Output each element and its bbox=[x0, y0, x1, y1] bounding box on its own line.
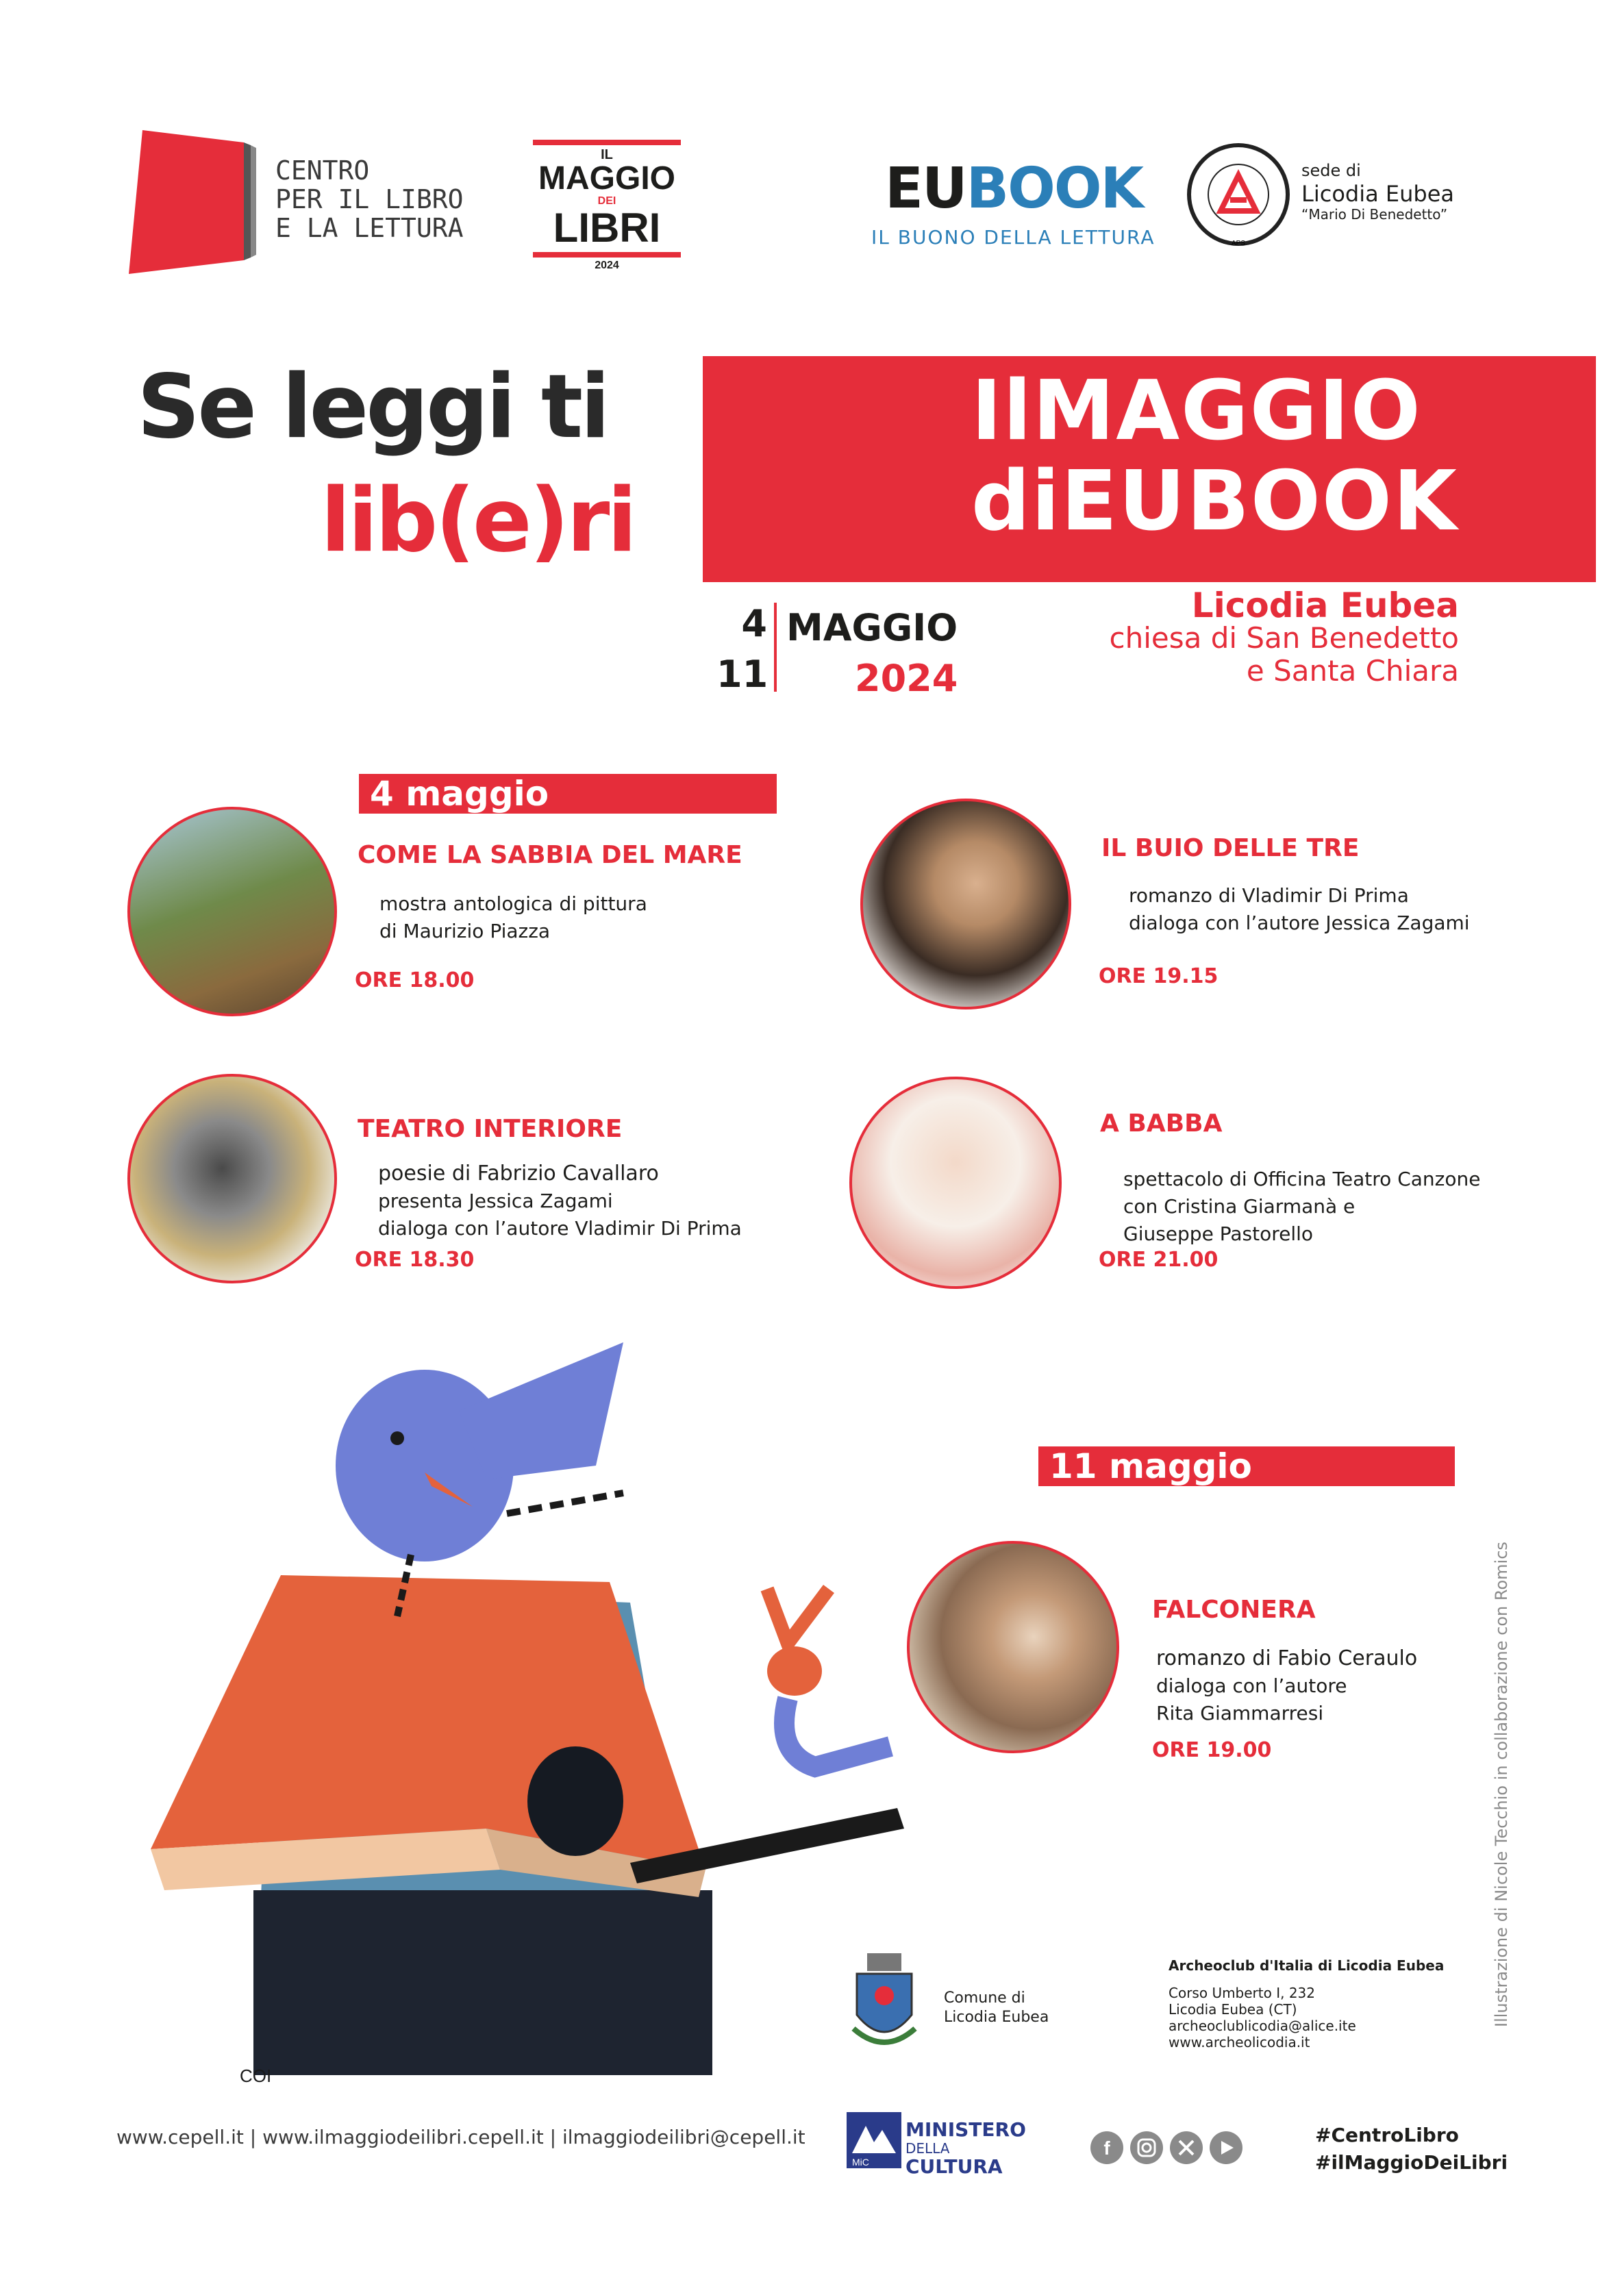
eubook-tagline: IL BUONO DELLA LETTURA bbox=[871, 226, 1155, 249]
maggio-dei-libri-logo: IL MAGGIO DEI LIBRI 2024 bbox=[533, 137, 681, 271]
event-title: FALCONERA bbox=[1152, 1596, 1316, 1624]
svg-text:f: f bbox=[1103, 2137, 1110, 2159]
event-desc: mostra antologica di pittura di Maurizio Piazza bbox=[379, 892, 647, 942]
svg-text:MiC: MiC bbox=[852, 2157, 869, 2168]
event-time: ORE 21.00 bbox=[1099, 1248, 1219, 1272]
event-desc: romanzo di Fabio Ceraulo dialoga con l’autore Rita Giammarresi bbox=[1156, 1646, 1418, 1724]
comune-name: Comune di Licodia Eubea bbox=[944, 1990, 1049, 2026]
event-title: IL BUIO DELLE TRE bbox=[1101, 834, 1360, 862]
event-days: 4 11 bbox=[716, 602, 769, 696]
archeoclub-seal bbox=[1185, 134, 1292, 258]
cepell-logo bbox=[129, 130, 259, 274]
illustration-credit: Illustrazione di Nicole Tecchio in collaborazione con Romics bbox=[1492, 1542, 1511, 2027]
event-image-drawing bbox=[127, 1074, 337, 1283]
cepell-name: CENTRO PER IL LIBRO E LA LETTURA bbox=[275, 155, 464, 243]
event-banner-title: IlMAGGIO diEUBOOK bbox=[971, 364, 1458, 549]
event-title: A BABBA bbox=[1100, 1109, 1223, 1138]
day2-label: 11 maggio bbox=[1038, 1446, 1455, 1486]
event-month: MAGGIO 2024 bbox=[786, 606, 958, 700]
event-desc: spettacolo di Officina Teatro Canzone con Cristina Giarmanà e Giuseppe Pastorello bbox=[1123, 1168, 1481, 1245]
svg-text:COI: COI bbox=[240, 2066, 272, 2086]
svg-text:APS: APS bbox=[1231, 240, 1246, 247]
archeoclub-sede: sede di Licodia Eubea “Mario Di Benedetto” bbox=[1301, 161, 1454, 223]
event-desc: poesie di Fabrizio Cavallaro presenta Jessica Zagami dialoga con l’autore Vladimir Di Prima bbox=[378, 1162, 742, 1240]
mic-logo bbox=[847, 2112, 901, 2168]
date-divider bbox=[774, 603, 777, 692]
x-icon[interactable] bbox=[1170, 2131, 1203, 2164]
day1-label: 4 maggio bbox=[359, 774, 777, 814]
facebook-icon[interactable] bbox=[1090, 2131, 1123, 2164]
event-time: ORE 18.00 bbox=[355, 968, 475, 992]
event-time: ORE 18.30 bbox=[355, 1248, 475, 1272]
slogan-line1: Se leggi ti bbox=[137, 356, 608, 458]
event-desc: romanzo di Vladimir Di Prima dialoga con l’autore Jessica Zagami bbox=[1129, 884, 1470, 934]
instagram-icon[interactable] bbox=[1130, 2131, 1163, 2164]
event-image-painting bbox=[127, 807, 337, 1016]
event-image-falconera bbox=[907, 1541, 1119, 1753]
hashtags: #CentroLibro #ilMaggioDeiLibri bbox=[1315, 2124, 1508, 2174]
slogan-line2: lib(e)ri bbox=[321, 470, 635, 572]
event-time: ORE 19.15 bbox=[1099, 964, 1219, 988]
archeoclub-contacts: Archeoclub d'Italia di Licodia Eubea Corso Umberto I, 232 Licodia Eubea (CT) archeoclublicodia@alice.ite www.archeolicodia.it bbox=[1169, 1957, 1445, 2050]
event-title: TEATRO INTERIORE bbox=[358, 1115, 623, 1143]
event-location: Licodia Eubea chiesa di San Benedetto e Santa Chiara bbox=[1109, 586, 1459, 688]
event-time: ORE 19.00 bbox=[1152, 1738, 1272, 1762]
eubook-logo: EUBOOK bbox=[885, 156, 1143, 221]
bird-house-illustration bbox=[103, 1329, 925, 2109]
ministero-cultura: MINISTERO DELLA CULTURA bbox=[905, 2118, 1026, 2178]
event-image-performer bbox=[849, 1077, 1062, 1289]
event-image-portrait bbox=[860, 799, 1071, 1009]
footer-links[interactable]: www.cepell.it | www.ilmaggiodeilibri.cepell.it | ilmaggiodeilibri@cepell.it bbox=[116, 2126, 805, 2148]
social-icons bbox=[1088, 2129, 1252, 2167]
cepell-book-icon bbox=[129, 130, 259, 274]
event-title: COME LA SABBIA DEL MARE bbox=[358, 841, 742, 869]
comune-coat-of-arms bbox=[847, 1953, 922, 2056]
youtube-icon[interactable] bbox=[1210, 2131, 1242, 2164]
